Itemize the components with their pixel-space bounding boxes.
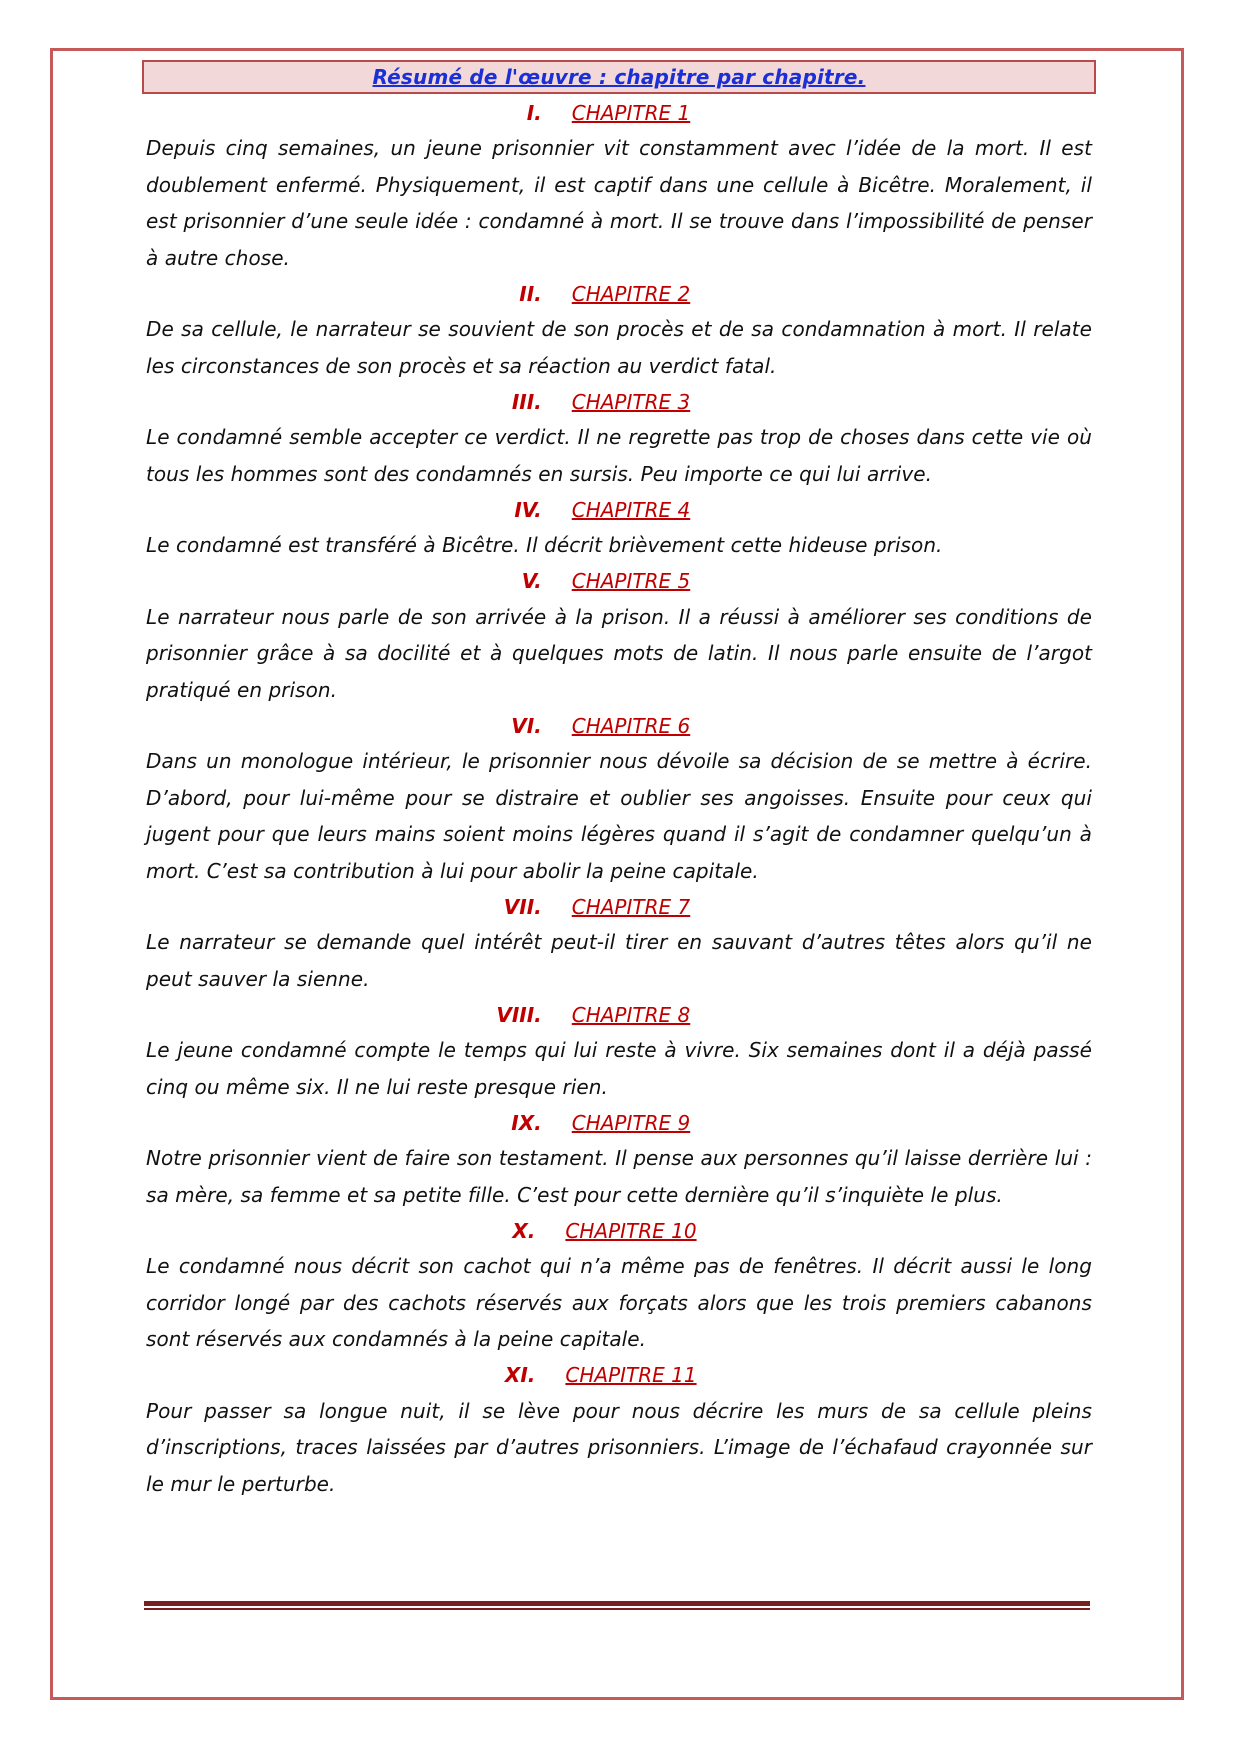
chapter-heading <box>146 276 1092 311</box>
document-body <box>146 60 1092 1502</box>
chapter-summary: Le narrateur se demande quel intérêt peut-il tirer en sauvant d’autres têtes alors qu’il ne peut sauver la sienne. <box>146 930 1092 991</box>
chapter-numeral: I. <box>526 100 542 125</box>
chapter-numeral: XI. <box>504 1363 536 1387</box>
chapter-heading <box>146 889 1092 924</box>
chapter-numeral: X. <box>512 1218 536 1243</box>
chapter-title: CHAPITRE 5 <box>571 569 691 593</box>
chapter-summary: Pour passer sa longue nuit, il se lève pour nous décrire les murs de sa cellule pleins d’inscriptions, traces laissées par d’autres prisonniers. L’image de l’échafaud crayonnée sur le mur le perturbe. <box>146 1398 1092 1496</box>
chapter-numeral: VI. <box>511 713 542 738</box>
chapter-numeral: II. <box>519 281 542 306</box>
chapter-heading <box>146 492 1092 527</box>
chapter-numeral: IX. <box>511 1110 542 1135</box>
chapter-heading <box>146 708 1092 743</box>
chapter-title: CHAPITRE 8 <box>571 1002 691 1027</box>
chapter-summary: Notre prisonnier vient de faire son testament. Il pense aux personnes qu’il laisse derrière lui : sa mère, sa femme et sa petite fille. C’est pour cette dernière qu’il s’inquiète le plus. <box>146 1146 1092 1207</box>
chapter-title: CHAPITRE 4 <box>571 497 691 522</box>
chapter-heading <box>146 95 1092 130</box>
chapter-numeral: VII. <box>503 894 542 919</box>
chapter-title: CHAPITRE 2 <box>571 281 691 306</box>
chapter-summary: De sa cellule, le narrateur se souvient de son procès et de sa condamnation à mort. Il relate les circonstances de son procès et sa réaction au verdict fatal. <box>146 317 1092 378</box>
chapter-title: CHAPITRE 3 <box>571 389 691 414</box>
chapter-heading <box>146 1358 1092 1393</box>
chapter-summary: Dans un monologue intérieur, le prisonnier nous dévoile sa décision de se mettre à écrire. D’abord, pour lui-même pour se distraire et oublier ses angoisses. Ensuite pour ceux qui jugent pour que leurs mains soient moins légères quand il s’agit de condamner quelqu’un à mort. C’est sa contribution à lui pour abolir la peine capitale. <box>146 749 1092 883</box>
title-banner <box>142 60 1096 94</box>
chapter-summary: Le condamné est transféré à Bicêtre. Il décrit brièvement cette hideuse prison. <box>146 533 943 557</box>
chapter-heading <box>146 997 1092 1032</box>
chapter-summary: Le condamné semble accepter ce verdict. Il ne regrette pas trop de choses dans cette vie où tous les hommes sont des condamnés en sursis. Peu importe ce qui lui arrive. <box>146 425 1092 486</box>
chapter-summary: Le condamné nous décrit son cachot qui n’a même pas de fenêtres. Il décrit aussi le long corridor longé par des cachots réservés aux forçats alors que les trois premiers cabanons sont réservés aux condamnés à la peine capitale. <box>146 1254 1092 1351</box>
chapter-numeral: IV. <box>514 497 542 522</box>
chapter-heading <box>146 384 1092 419</box>
chapter-title: CHAPITRE 9 <box>571 1110 691 1135</box>
chapter-heading <box>146 1105 1092 1140</box>
footer-divider-thin-line <box>144 1608 1090 1610</box>
document-title: Résumé de l'œuvre : chapitre par chapitre. <box>372 65 866 89</box>
chapter-summary: Le narrateur nous parle de son arrivée à la prison. Il a réussi à améliorer ses conditions de prisonnier grâce à sa docilité et à quelques mots de latin. Il nous parle ensuite de l’argot pratiqué en prison. <box>146 604 1092 702</box>
chapter-numeral: V. <box>521 569 542 593</box>
chapter-title: CHAPITRE 10 <box>565 1218 697 1243</box>
chapter-title: CHAPITRE 11 <box>565 1363 697 1387</box>
chapter-title: CHAPITRE 7 <box>571 894 691 919</box>
chapter-heading <box>146 1213 1092 1248</box>
chapter-title: CHAPITRE 6 <box>571 713 691 738</box>
chapter-numeral: III. <box>511 389 542 414</box>
chapter-numeral: VIII. <box>496 1002 542 1027</box>
footer-divider <box>144 1601 1090 1610</box>
chapter-summary: Depuis cinq semaines, un jeune prisonnier vit constamment avec l’idée de la mort. Il est doublement enfermé. Physiquement, il est captif dans une cellule à Bicêtre. Moralement, il est prisonnier d’une seule idée : condamné à mort. Il se trouve dans l’impossibilité de penser à autre chose. <box>146 136 1092 270</box>
chapter-heading <box>146 564 1092 599</box>
chapter-title: CHAPITRE 1 <box>571 100 691 125</box>
chapter-summary: Le jeune condamné compte le temps qui lui reste à vivre. Six semaines dont il a déjà passé cinq ou même six. Il ne lui reste presque rien. <box>146 1038 1092 1099</box>
